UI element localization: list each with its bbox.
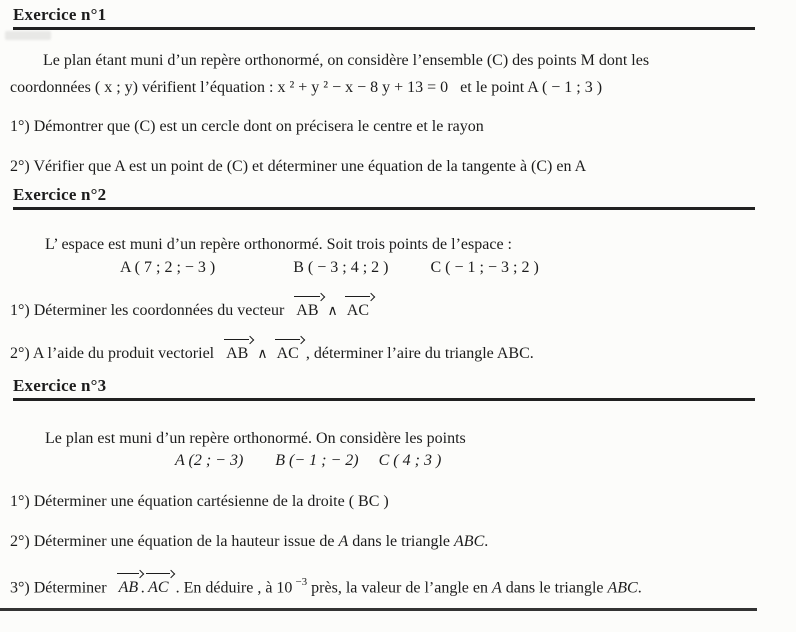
exercise-3-question-3-part-5: . xyxy=(637,579,642,597)
exercise-3-question-3-part-2: . En déduire , à 10 xyxy=(171,579,293,597)
exercise-2-question-1-text: 1°) Déterminer les coordonnées du vecteur xyxy=(10,302,285,319)
exercise-2-question-2 xyxy=(10,340,778,368)
exercise-3-question-3-part-4: dans le triangle xyxy=(501,579,608,597)
point-b: B (− 1 ; − 2) xyxy=(275,452,359,469)
exercise-2-question-2-suffix: , déterminer l’aire du triangle ABC. xyxy=(301,345,534,362)
point-a: A ( 7 ; 2 ; − 3 ) xyxy=(120,259,216,276)
exercise-3-question-2-part-2: dans le triangle xyxy=(348,533,455,550)
exercise-1-question-1: 1°) Démontrer que (C) est un cercle dont on précisera le centre et le rayon xyxy=(10,118,484,135)
exercise-1-intro-line-2: coordonnées ( x ; y) vérifient l’équation : x ² + y ² − x − 8 y + 13 = 0 et le point A ( − 1 ; 3 ) xyxy=(10,79,603,96)
point-a: A (2 ; − 3) xyxy=(175,452,244,469)
exercise-1-intro xyxy=(10,47,778,101)
vector-ac: AC xyxy=(344,297,372,324)
wedge-operator: ∧ xyxy=(327,304,338,319)
exercise-2-heading: Exercice n°2 xyxy=(13,185,107,204)
exercise-3-intro: Le plan est muni d’un repère orthonormé. On considère les points xyxy=(45,430,466,447)
exercise-2-question-1 xyxy=(10,297,778,325)
dot-operator: . xyxy=(141,579,146,597)
exercise-3-heading-row xyxy=(13,376,755,401)
wedge-operator: ∧ xyxy=(257,347,268,362)
point-a-label: A xyxy=(338,533,349,550)
exercise-3-question-1: 1°) Déterminer une équation cartésienne de la droite ( BC ) xyxy=(10,493,389,510)
exercise-2-question-2-prefix: 2°) A l’aide du produit vectoriel xyxy=(10,345,215,362)
exponent-minus-3: −3 xyxy=(295,576,308,588)
exercise-1-heading: Exercice n°1 xyxy=(13,5,107,24)
vector-ac: AC xyxy=(274,340,302,367)
exercise-1-heading-row xyxy=(13,5,755,30)
exercise-3-question-3-part-3: près, la valeur de l’angle en xyxy=(307,579,492,597)
vector-ab: AB xyxy=(293,297,321,324)
point-c: C ( 4 ; 3 ) xyxy=(378,452,442,469)
scan-smudge xyxy=(5,31,51,40)
vector-ac: AC xyxy=(145,574,171,601)
triangle-abc-label: ABC xyxy=(607,579,638,597)
exercise-1-intro-line-1: Le plan étant muni d’un repère orthonormé, on considère l’ensemble (C) des points M dont les xyxy=(43,52,650,69)
point-a-label: A xyxy=(491,579,502,597)
exercise-3-points xyxy=(10,447,778,474)
bottom-rule xyxy=(0,608,757,611)
exercise-3-question-2-part-3: . xyxy=(484,533,489,550)
exercise-3-question-3-part-1: 3°) Déterminer xyxy=(10,579,107,597)
exercise-2-heading-row xyxy=(13,185,755,210)
exercise-1-question-2: 2°) Vérifier que A est un point de (C) et déterminer une équation de la tangente à (C) en A xyxy=(10,158,587,175)
vector-ab: AB xyxy=(116,574,142,601)
point-c: C ( − 1 ; − 3 ; 2 ) xyxy=(430,259,539,276)
exercise-2-points xyxy=(10,254,778,281)
vector-ab: AB xyxy=(223,340,251,367)
exercise-2-intro: L’ espace est muni d’un repère orthonormé. Soit trois points de l’espace : xyxy=(45,236,512,253)
exercise-3-heading: Exercice n°3 xyxy=(13,376,107,395)
exercise-3-question-3 xyxy=(10,570,778,601)
exercise-3-question-2-part-1: 2°) Déterminer une équation de la hauteur issue de xyxy=(10,533,339,550)
point-b: B ( − 3 ; 4 ; 2 ) xyxy=(293,259,389,276)
exercise-3-question-2 xyxy=(10,528,778,555)
triangle-abc-label: ABC xyxy=(454,533,485,550)
